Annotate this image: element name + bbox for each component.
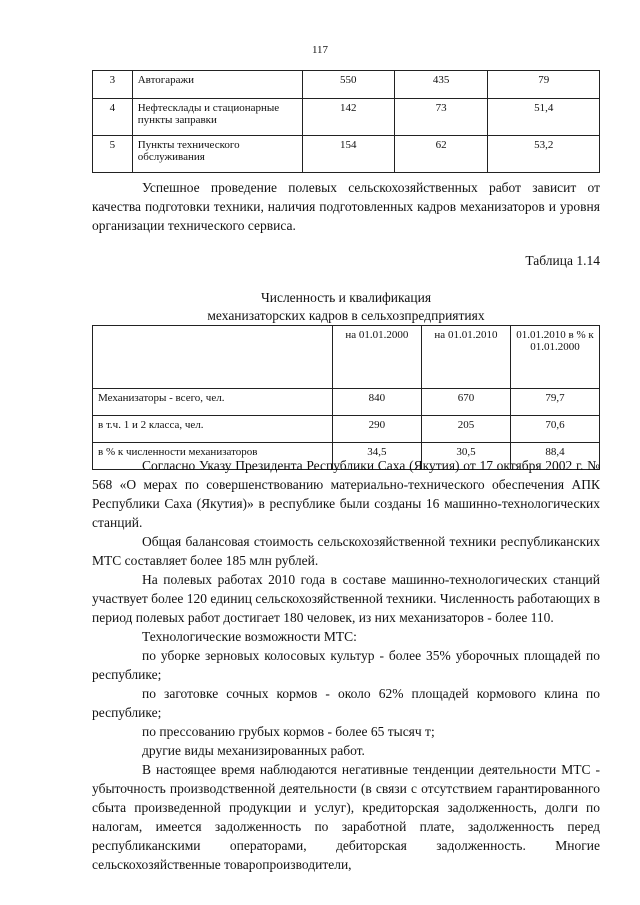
table-header-row bbox=[93, 326, 600, 389]
table-row bbox=[93, 99, 600, 136]
cell-value: 142 bbox=[302, 99, 394, 136]
header-col-2000: на 01.01.2000 bbox=[332, 326, 421, 389]
paragraph: Согласно Указу Президента Республики Саха (Якутия) от 17 октября 2002 г. № 568 «О мерах по совершенствованию материально-технического обеспечения АПК Республики Саха (Якутия)» в республике были созданы 16 машинно-технологических станций. bbox=[92, 458, 600, 530]
cell-value: 435 bbox=[394, 71, 488, 99]
table-mechanizers bbox=[92, 325, 600, 470]
row-number: 3 bbox=[93, 71, 133, 99]
table-label: Таблица 1.14 bbox=[525, 253, 600, 268]
cell-value: 205 bbox=[421, 416, 510, 443]
table-row bbox=[93, 71, 600, 99]
cell-value: 79 bbox=[488, 71, 600, 99]
cell-value: 51,4 bbox=[488, 99, 600, 136]
table-row bbox=[93, 416, 600, 443]
paragraph: Технологические возможности МТС: bbox=[142, 629, 357, 644]
page-number: 117 bbox=[311, 44, 329, 56]
paragraph: по заготовке сочных кормов - около 62% площадей кормового клина по республике; bbox=[92, 686, 600, 720]
row-name: Механизаторы - всего, чел. bbox=[93, 389, 333, 416]
table-title-line-1: Численность и квалификация bbox=[260, 290, 432, 305]
table-title-line-2: механизаторских кадров в сельхозпредприятиях bbox=[207, 308, 485, 323]
cell-value: 53,2 bbox=[488, 136, 600, 173]
row-number: 4 bbox=[93, 99, 133, 136]
cell-value: 30,5 bbox=[421, 443, 510, 470]
cell-value: 62 bbox=[394, 136, 488, 173]
cell-value: 73 bbox=[394, 99, 488, 136]
cell-value: 670 bbox=[421, 389, 510, 416]
row-name: в т.ч. 1 и 2 класса, чел. bbox=[93, 416, 333, 443]
header-col-percent: 01.01.2010 в % к 01.01.2000 bbox=[510, 326, 599, 389]
cell-value: 290 bbox=[332, 416, 421, 443]
cell-value: 88,4 bbox=[510, 443, 599, 470]
paragraph: по уборке зерновых колосовых культур - более 35% уборочных площадей по республике; bbox=[92, 648, 600, 682]
cell-value: 550 bbox=[302, 71, 394, 99]
header-col-2010: на 01.01.2010 bbox=[421, 326, 510, 389]
cell-value: 154 bbox=[302, 136, 394, 173]
table-row bbox=[93, 389, 600, 416]
cell-value: 34,5 bbox=[332, 443, 421, 470]
cell-value: 840 bbox=[332, 389, 421, 416]
paragraph: по прессованию грубых кормов - более 65 тысяч т; bbox=[142, 724, 435, 739]
paragraph: В настоящее время наблюдаются негативные тенденции деятельности МТС - убыточность производственной деятельности (в связи с отсутствием гарантированного сбыта произведенной продукции и услуг), кредиторская задолженность, долги по налогам, имеется задолженность по заработной плате, задолженность перед республиканскими операторами, дебиторская задолженность. Многие сельскохозяйственные товаропроизводители, bbox=[92, 762, 600, 872]
header-empty bbox=[93, 326, 333, 389]
table-row bbox=[93, 136, 600, 173]
cell-value: 79,7 bbox=[510, 389, 599, 416]
paragraph: На полевых работах 2010 года в составе машинно-технологических станций участвует более 120 единиц сельскохозяйственной техники. Численность работающих в период полевых работ достигает 180 человек, из них механизаторов - более 110. bbox=[92, 572, 600, 625]
row-name: Нефтесклады и стационарные пункты заправки bbox=[132, 99, 302, 136]
paragraph: другие виды механизированных работ. bbox=[142, 743, 365, 758]
paragraph: Общая балансовая стоимость сельскохозяйственной техники республиканских МТС составляет более 185 млн рублей. bbox=[92, 534, 600, 568]
paragraph: Успешное проведение полевых сельскохозяйственных работ зависит от качества подготовки техники, наличия подготовленных кадров механизаторов и уровня организации технического сервиса. bbox=[92, 180, 600, 233]
table-title bbox=[92, 289, 600, 325]
row-name: в % к численности механизаторов bbox=[93, 443, 333, 470]
row-number: 5 bbox=[93, 136, 133, 173]
row-name: Пункты технического обслуживания bbox=[132, 136, 302, 173]
cell-value: 70,6 bbox=[510, 416, 599, 443]
table-facilities bbox=[92, 70, 600, 173]
row-name: Автогаражи bbox=[132, 71, 302, 99]
